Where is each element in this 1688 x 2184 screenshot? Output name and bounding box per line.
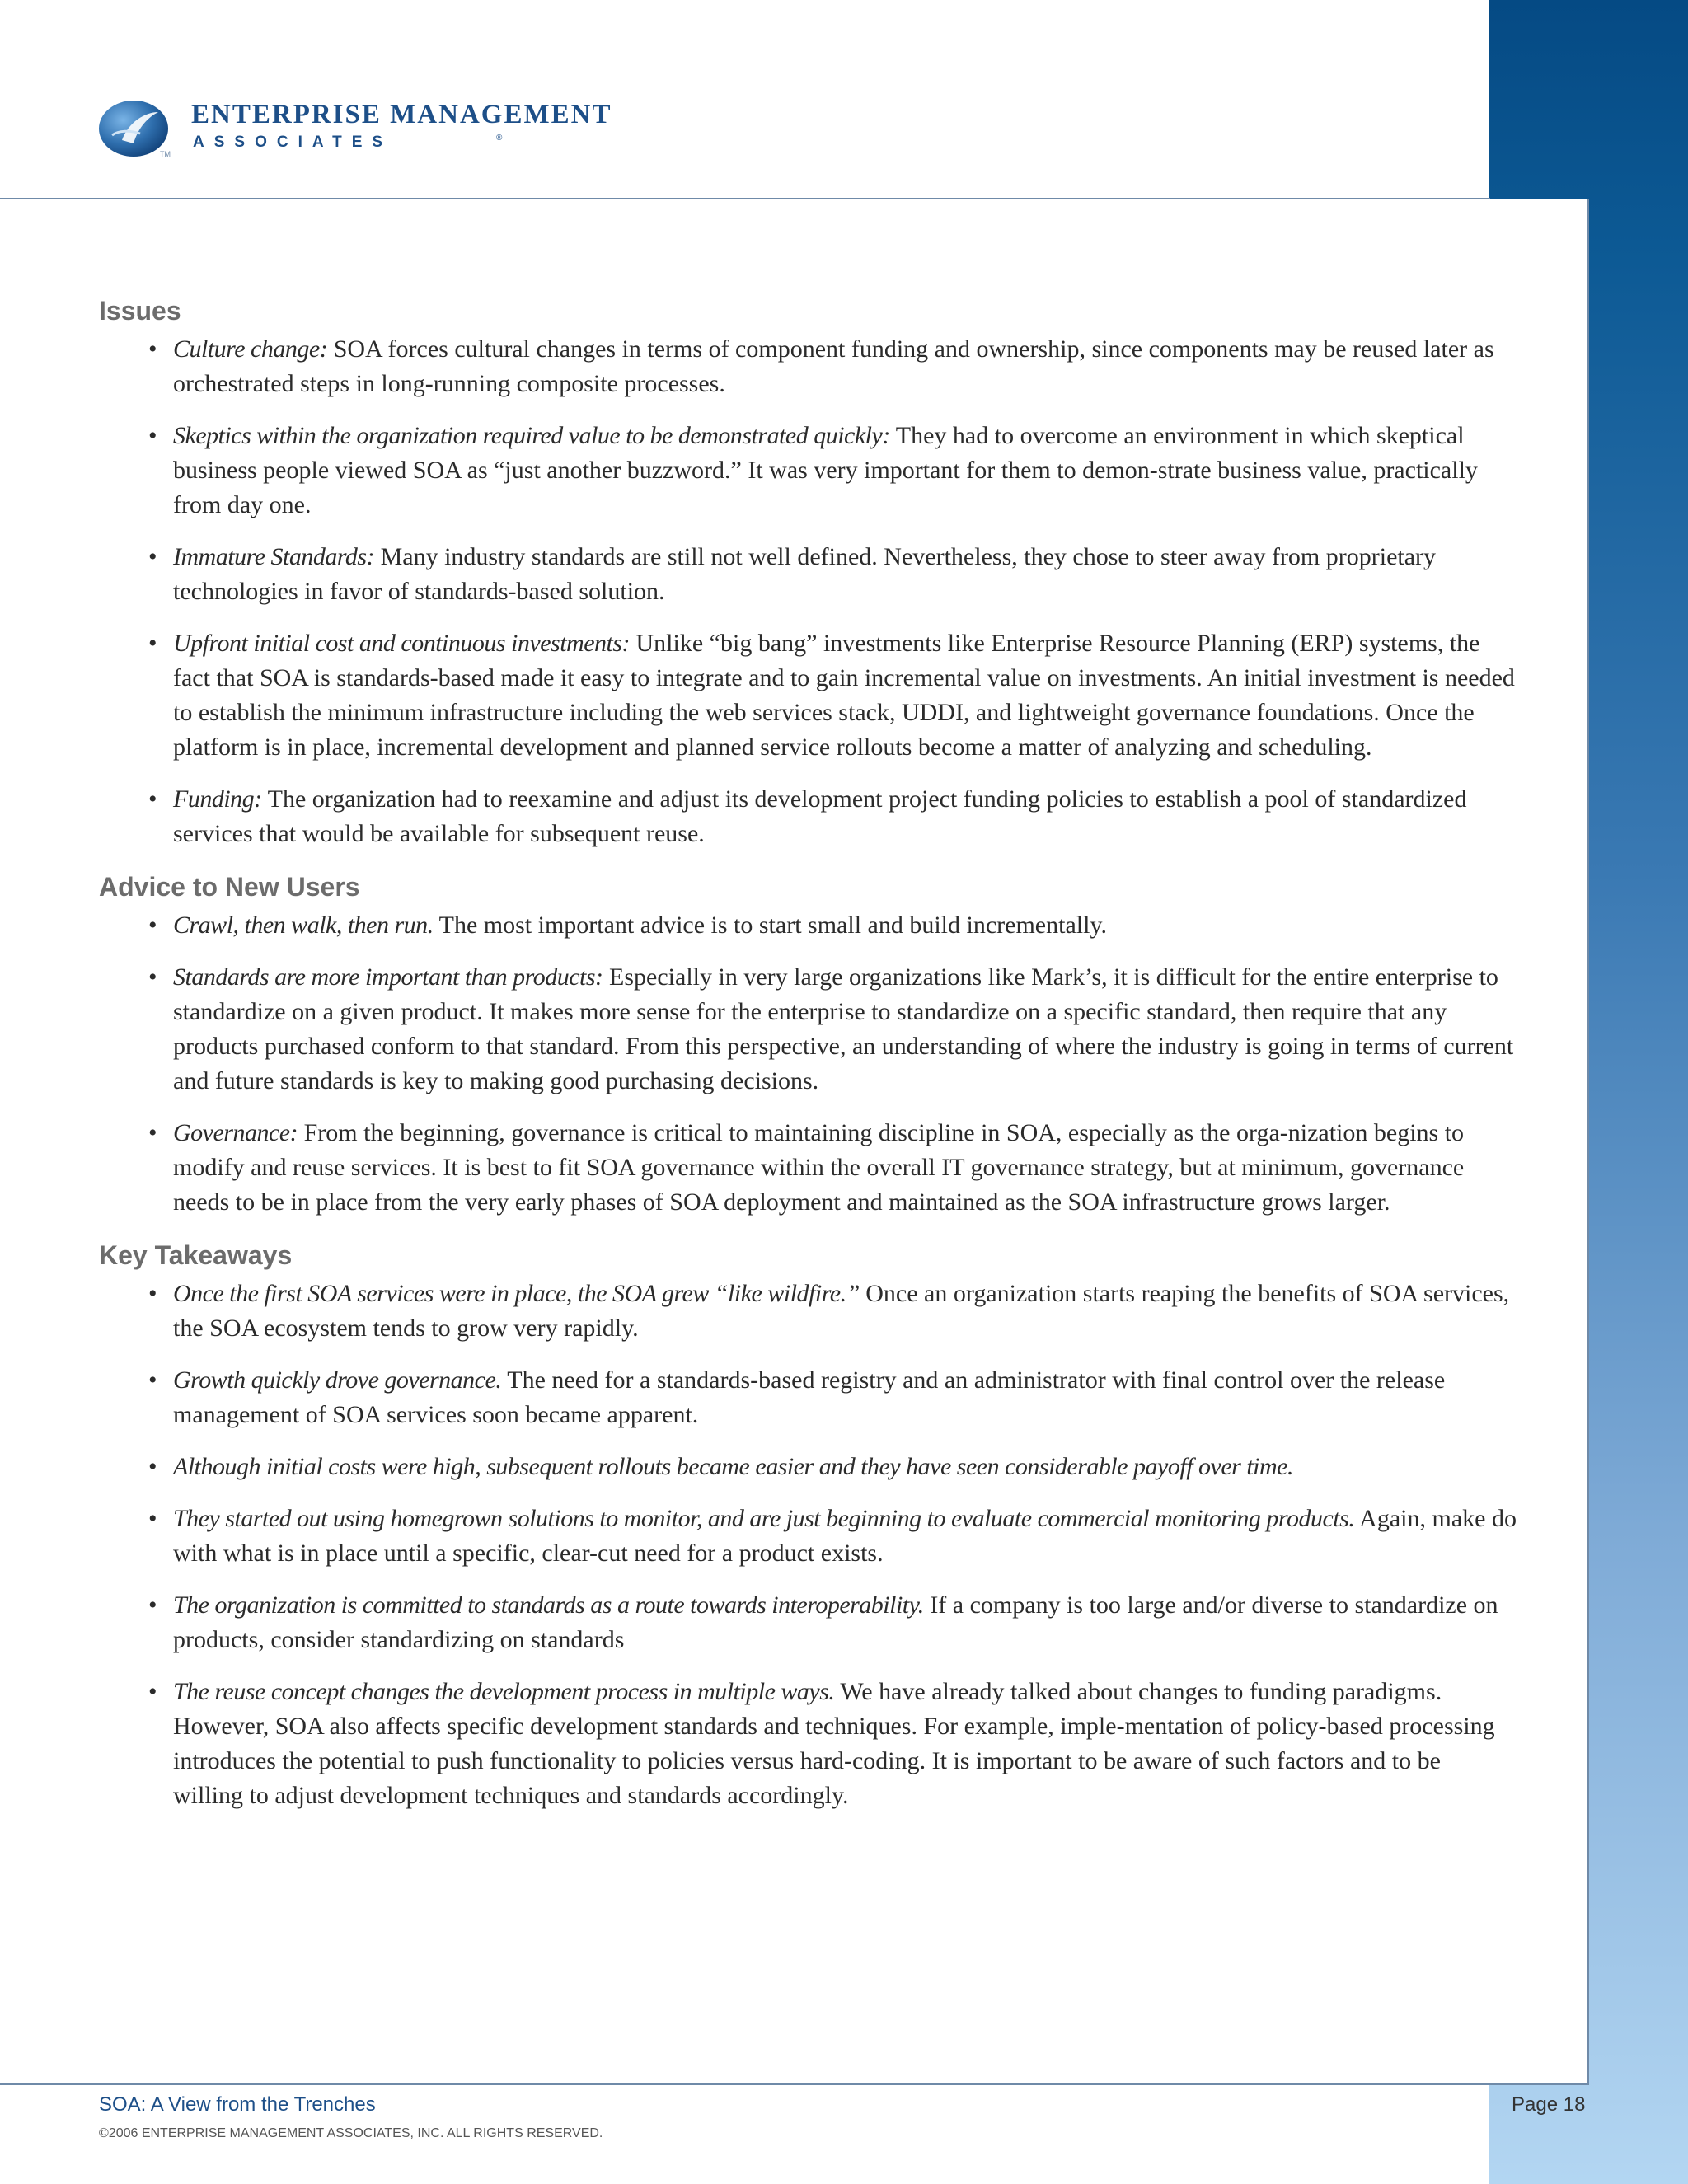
section-heading: Advice to New Users (99, 872, 360, 902)
item-lead: Governance: (173, 1119, 298, 1146)
list-item (99, 1116, 1517, 1220)
bullet-icon: • (148, 1453, 157, 1480)
list-item (99, 540, 1517, 609)
item-text: Unlike “big bang” investments like Enterprise Resource Planning (ERP) systems, the fact that SOA is standards-based made it easy to integrate and to gain incremental value on investments. An initial investment is needed to establish the minimum infrastructure including the web services stack, UDDI, and lightweight governance foundations. Once the platform is in place, incremental development and planned service rollouts become a matter of analyzing and scheduling. (173, 630, 1515, 761)
bullet-list (99, 1277, 1517, 1813)
item-lead: Upfront initial cost and continuous investments: (173, 630, 631, 657)
item-lead: The reuse concept changes the development process in multiple ways. (173, 1678, 835, 1705)
section-key-takeaways (99, 1237, 1517, 1813)
bullet-list (99, 908, 1514, 1220)
item-lead: Standards are more important than products: (173, 963, 603, 991)
list-item (99, 908, 1517, 943)
main-content (99, 293, 1517, 1830)
item-text: The most important advice is to start small and build incrementally. (433, 912, 1107, 939)
item-lead: Growth quickly drove governance. (173, 1366, 502, 1394)
item-text: Many industry standards are still not well defined. Nevertheless, they chose to steer away from proprietary technologies in favor of standards-based solution. (173, 543, 1437, 605)
item-text: We have already talked about changes to funding paradigms. However, SOA also affects specific development standards and techniques. For example, imple-mentation of policy-based processing introduces the potential to push functionality to policies versus hard-coding. It is important to be aware of such factors and to be willing to adjust development techniques and standards accordingly. (173, 1678, 1495, 1809)
bullet-list (99, 332, 1515, 851)
list-item (99, 1277, 1517, 1346)
item-lead: Funding: (173, 785, 262, 813)
item-text: Especially in very large organizations like Mark’s, it is difficult for the entire enterprise to standardize on a given product. It makes more sense for the enterprise to standardize on a specific standard, then require that any products purchased conform to that standard. From this perspective, an understanding of where the industry is going in terms of current and future standards is key to making good purchasing decisions. (173, 963, 1514, 1094)
list-item (99, 626, 1517, 765)
registered-mark: ® (496, 134, 503, 143)
item-lead: Crawl, then walk, then run. (173, 912, 434, 939)
list-item (99, 960, 1517, 1099)
item-lead: Once the first SOA services were in place, the SOA grew “like wildfire.” (173, 1280, 860, 1307)
bullet-icon: • (148, 630, 157, 657)
item-text: If a company is too large and/or diverse to standardize on products, consider standardizing on standards (173, 1591, 1498, 1653)
bullet-icon: • (148, 422, 157, 449)
logo-text-line2: ASSOCIATES (193, 134, 393, 151)
list-item (99, 1363, 1517, 1432)
header-divider (0, 198, 1490, 199)
bullet-icon: • (148, 1119, 157, 1146)
item-text: Once an organization starts reaping the benefits of SOA services, the SOA ecosystem tends to grow very rapidly. (173, 1280, 1510, 1342)
section-heading: Key Takeaways (99, 1240, 293, 1270)
item-lead: Culture change: (173, 335, 328, 363)
list-item (99, 1588, 1517, 1657)
logo-text-line1: ENTERPRISE MANAGEMENT (191, 100, 612, 129)
list-item (99, 1450, 1517, 1484)
item-lead: They started out using homegrown solutions to monitor, and are just beginning to evaluate commercial monitoring products. (173, 1505, 1355, 1532)
item-text: The organization had to reexamine and adjust its development project funding policies to establish a pool of standardized services that would be available for subsequent reuse. (173, 785, 1467, 847)
section-advice (99, 869, 1514, 1220)
list-item (99, 419, 1517, 523)
section-heading: Issues (99, 296, 181, 326)
bullet-icon: • (148, 1505, 157, 1532)
bullet-icon: • (148, 1678, 157, 1705)
item-text: Again, make do with what is in place until a specific, clear-cut need for a product exists. (173, 1505, 1517, 1567)
bullet-icon: • (148, 963, 157, 991)
bullet-icon: • (148, 1366, 157, 1394)
item-lead: Immature Standards: (173, 543, 375, 570)
bullet-icon: • (148, 543, 157, 570)
item-text: From the beginning, governance is critical to maintaining discipline in SOA, especially as the orga-nization begins to modify and reuse services. It is best to fit SOA governance within the overall IT governance strategy, but at minimum, governance needs to be in place from the very early phases of SOA deployment and maintained as the SOA infrastructure grows larger. (173, 1119, 1465, 1216)
footer-document-title: SOA: A View from the Trenches (99, 2093, 376, 2116)
item-lead: The organization is committed to standards as a route towards interoperability. (173, 1591, 924, 1619)
item-lead: Although initial costs were high, subsequent rollouts became easier and they have seen considerable payoff over time. (173, 1453, 1293, 1480)
footer-copyright: ©2006 ENTERPRISE MANAGEMENT ASSOCIATES, INC. ALL RIGHTS RESERVED. (99, 2126, 603, 2140)
list-item (99, 1502, 1517, 1571)
item-text: They had to overcome an environment in which skeptical business people viewed SOA as “just another buzzword.” It was very important for them to demon-strate business value, practically from day one. (173, 422, 1478, 518)
list-item (99, 1675, 1517, 1813)
page-number: Page 18 (1512, 2093, 1586, 2116)
trademark-mark: TM (160, 150, 171, 158)
bullet-icon: • (148, 1280, 157, 1307)
item-text: The need for a standards-based registry and an administrator with final control over the release management of SOA services soon became apparent. (173, 1366, 1446, 1428)
bullet-icon: • (148, 335, 157, 363)
company-logo (97, 97, 612, 163)
bullet-icon: • (148, 785, 157, 813)
list-item (99, 332, 1517, 401)
bullet-icon: • (148, 912, 157, 939)
item-lead: Skeptics within the organization required value to be demonstrated quickly: (173, 422, 890, 449)
item-text: SOA forces cultural changes in terms of component funding and ownership, since components may be reused later as orchestrated steps in long-running composite processes. (173, 335, 1494, 397)
list-item (99, 782, 1517, 851)
bullet-icon: • (148, 1591, 157, 1619)
section-issues (99, 293, 1515, 851)
